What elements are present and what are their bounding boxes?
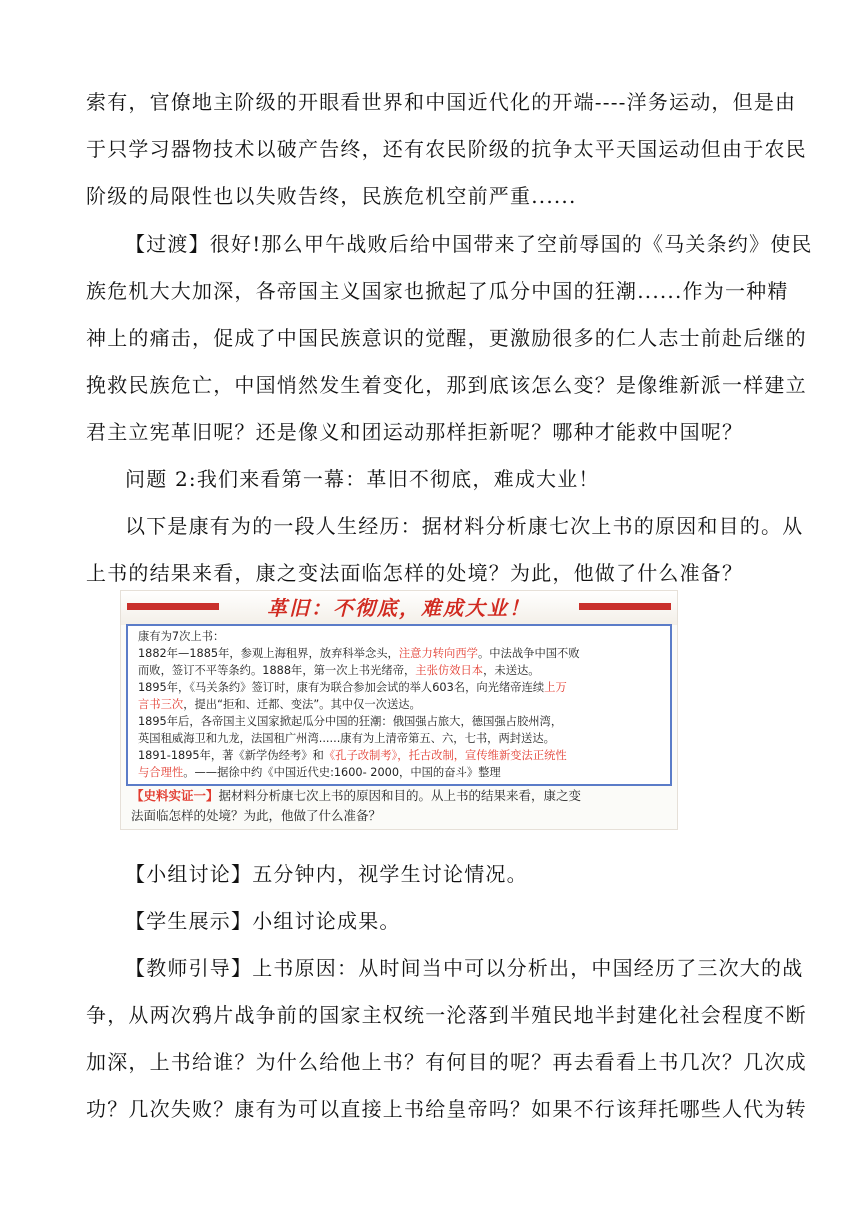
figure-material-line <box>138 714 562 729</box>
highlighted-text: 主张仿效日本 <box>415 664 484 677</box>
highlighted-text: 《孔子改制考》，托古改制，宣传维新变法正统性 <box>323 749 567 762</box>
figure-material-line <box>138 697 421 712</box>
figure-material-box <box>126 624 672 786</box>
text-line: 功？几次失败？康有为可以直接上书给皇帝吗？如果不行该拜托哪些人代为转 <box>86 1097 807 1121</box>
highlighted-text: 言书三次 <box>138 698 184 711</box>
material-text: 康有为7次上书： <box>138 630 225 643</box>
figure-material-line <box>138 748 567 763</box>
text-line: 族危机大大加深，各帝国主义国家也掀起了瓜分中国的狂潮......作为一种精 <box>86 279 789 303</box>
material-text: 1895年，《马关条约》签订时，康有为联合参加会试的举人603名，向光绪帝连续 <box>138 681 545 694</box>
figure-question-text: 据材料分析康七次上书的原因和目的。从上书的结果来看，康之变 <box>218 788 582 803</box>
material-text: 。——据徐中约《中国近代史:1600- 2000，中国的奋斗》整理 <box>183 766 501 779</box>
figure-question-line: 法面临怎样的处境？为此，他做了什么准备？ <box>131 808 382 823</box>
text-line: 君主立宪革旧呢？还是像义和团运动那样拒新呢？哪种才能救中国呢？ <box>86 420 744 444</box>
highlighted-text: 与合理性 <box>138 766 184 779</box>
highlighted-text: 注意力转向西学 <box>398 647 478 660</box>
figure-material-line <box>138 731 555 746</box>
material-text: ，未送达。 <box>483 664 540 677</box>
text-line: 以下是康有为的一段人生经历：据材料分析康七次上书的原因和目的。从 <box>125 514 804 538</box>
material-text: 。中法战争中国不败 <box>477 647 580 660</box>
figure-material-line <box>138 629 224 644</box>
question-2: 问题 2:我们来看第一幕：革旧不彻底，难成大业！ <box>125 467 600 491</box>
figure-material-line <box>138 765 501 780</box>
material-text: 1891-1895年，著《新学伪经考》和 <box>138 749 324 762</box>
material-text: 英国租威海卫和九龙，法国租广州湾......康有为上清帝第五、六，七书，两封送达。 <box>138 732 555 745</box>
text-line: 神上的痛击，促成了中国民族意识的觉醒，更激励很多的仁人志士前赴后继的 <box>86 326 807 350</box>
text-line: 挽救民族危亡，中国悄然发生着变化，那到底该怎么变？是像维新派一样建立 <box>86 373 807 397</box>
figure-banner <box>121 591 677 625</box>
figure-material-line <box>138 680 567 695</box>
material-text: ，提出“拒和、迁都、变法”。其中仅一次送达。 <box>183 698 421 711</box>
figure-title: 革旧：不彻底，难成大业！ <box>267 596 531 620</box>
text-line: 于只学习器物技术以破产告终，还有农民阶级的抗争太平天国运动但由于农民 <box>86 137 807 161</box>
text-line: 【过渡】很好!那么甲午战败后给中国带来了空前辱国的《马关条约》使民 <box>125 232 813 256</box>
figure-question-line <box>131 786 581 804</box>
text-line: 索有，官僚地主阶级的开眼看世界和中国近代化的开端----洋务运动，但是由 <box>86 90 797 114</box>
highlighted-text: 上万 <box>544 681 567 694</box>
text-line: 上书的结果来看，康之变法面临怎样的处境？为此，他做了什么准备？ <box>86 561 744 585</box>
figure-question-tag: 【史料实证一】 <box>131 788 219 803</box>
figure-material-line <box>138 663 540 678</box>
text-line: 争，从两次鸦片战争前的国家主权统一沦落到半殖民地半封建化社会程度不断 <box>86 1003 807 1027</box>
material-text: 1895年后，各帝国主义国家掀起瓜分中国的狂潮：俄国强占旅大，德国强占胶州湾， <box>138 715 563 728</box>
text-line: 【教师引导】上书原因：从时间当中可以分析出，中国经历了三次大的战 <box>125 956 804 980</box>
material-text: 而败，签订不平等条约。1888年，第一次上书光绪帝， <box>138 664 416 677</box>
group-discussion: 【小组讨论】五分钟内，视学生讨论情况。 <box>125 862 528 886</box>
text-line: 阶级的局限性也以失败告终，民族危机空前严重...... <box>86 184 577 208</box>
material-text: 1882年—1885年，参观上海租界，放弃科举念头， <box>138 647 399 660</box>
student-show: 【学生展示】小组讨论成果。 <box>125 909 401 933</box>
figure-material-line <box>138 646 580 661</box>
text-line: 加深，上书给谁？为什么给他上书？有何目的呢？再去看看上书几次？几次成 <box>86 1050 807 1074</box>
historical-material-figure <box>120 590 678 830</box>
